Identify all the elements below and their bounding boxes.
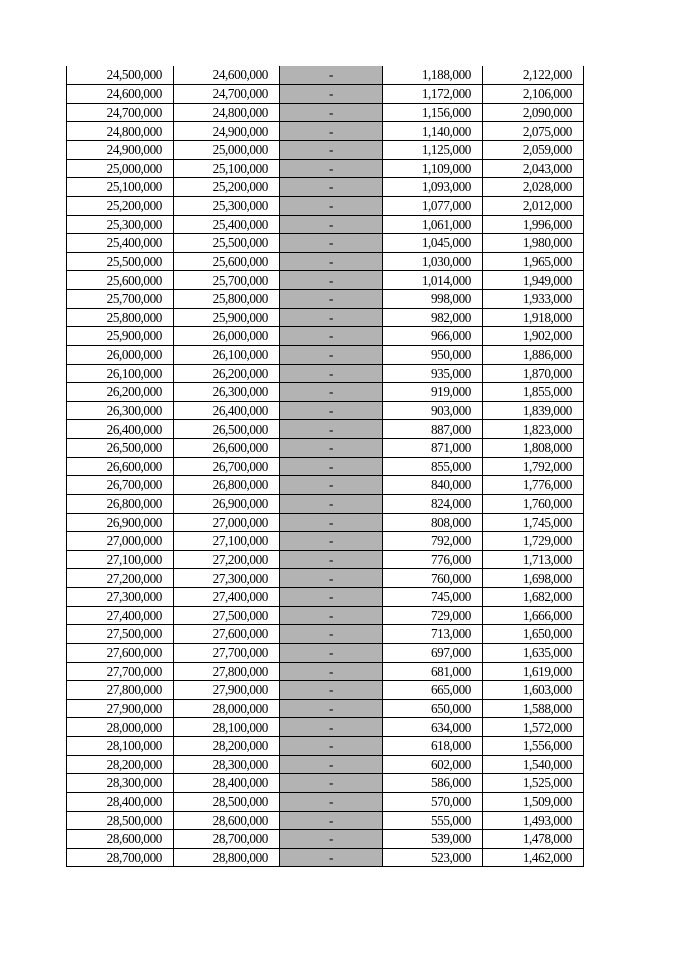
amount-a-cell: 776,000 bbox=[383, 550, 483, 569]
income-from-cell: 25,900,000 bbox=[67, 327, 174, 346]
income-from-cell: 26,800,000 bbox=[67, 494, 174, 513]
shaded-dash-cell: - bbox=[280, 327, 383, 346]
amount-b-cell: 1,525,000 bbox=[483, 774, 584, 793]
shaded-dash-cell: - bbox=[280, 718, 383, 737]
shaded-dash-cell: - bbox=[280, 439, 383, 458]
income-to-cell: 28,200,000 bbox=[174, 737, 280, 756]
table-row bbox=[67, 476, 584, 495]
table-row bbox=[67, 457, 584, 476]
income-to-cell: 26,900,000 bbox=[174, 494, 280, 513]
shaded-dash-cell: - bbox=[280, 737, 383, 756]
table-row bbox=[67, 811, 584, 830]
amount-a-cell: 586,000 bbox=[383, 774, 483, 793]
amount-a-cell: 760,000 bbox=[383, 569, 483, 588]
amount-b-cell: 1,980,000 bbox=[483, 234, 584, 253]
shaded-dash-cell: - bbox=[280, 420, 383, 439]
table-row bbox=[67, 364, 584, 383]
table-row bbox=[67, 159, 584, 178]
table-row bbox=[67, 327, 584, 346]
shaded-dash-cell: - bbox=[280, 457, 383, 476]
table-row bbox=[67, 66, 584, 85]
income-from-cell: 27,800,000 bbox=[67, 681, 174, 700]
amount-a-cell: 1,014,000 bbox=[383, 271, 483, 290]
amount-b-cell: 1,713,000 bbox=[483, 550, 584, 569]
income-to-cell: 27,300,000 bbox=[174, 569, 280, 588]
income-to-cell: 28,800,000 bbox=[174, 848, 280, 867]
income-from-cell: 25,600,000 bbox=[67, 271, 174, 290]
shaded-dash-cell: - bbox=[280, 234, 383, 253]
income-to-cell: 26,400,000 bbox=[174, 401, 280, 420]
amount-a-cell: 1,140,000 bbox=[383, 122, 483, 141]
income-to-cell: 27,600,000 bbox=[174, 625, 280, 644]
table-row bbox=[67, 848, 584, 867]
income-to-cell: 26,200,000 bbox=[174, 364, 280, 383]
income-to-cell: 26,800,000 bbox=[174, 476, 280, 495]
amount-b-cell: 1,603,000 bbox=[483, 681, 584, 700]
income-to-cell: 25,500,000 bbox=[174, 234, 280, 253]
table-row bbox=[67, 606, 584, 625]
income-to-cell: 27,200,000 bbox=[174, 550, 280, 569]
income-to-cell: 28,300,000 bbox=[174, 755, 280, 774]
income-from-cell: 27,700,000 bbox=[67, 662, 174, 681]
shaded-dash-cell: - bbox=[280, 178, 383, 197]
income-from-cell: 25,500,000 bbox=[67, 252, 174, 271]
amount-a-cell: 618,000 bbox=[383, 737, 483, 756]
amount-b-cell: 2,090,000 bbox=[483, 103, 584, 122]
shaded-dash-cell: - bbox=[280, 252, 383, 271]
shaded-dash-cell: - bbox=[280, 830, 383, 849]
income-from-cell: 28,300,000 bbox=[67, 774, 174, 793]
shaded-dash-cell: - bbox=[280, 85, 383, 104]
table-row bbox=[67, 271, 584, 290]
amount-b-cell: 1,902,000 bbox=[483, 327, 584, 346]
amount-a-cell: 523,000 bbox=[383, 848, 483, 867]
income-to-cell: 27,500,000 bbox=[174, 606, 280, 625]
shaded-dash-cell: - bbox=[280, 308, 383, 327]
income-to-cell: 26,500,000 bbox=[174, 420, 280, 439]
income-from-cell: 25,100,000 bbox=[67, 178, 174, 197]
income-from-cell: 27,500,000 bbox=[67, 625, 174, 644]
table-row bbox=[67, 830, 584, 849]
amount-b-cell: 1,650,000 bbox=[483, 625, 584, 644]
table-row bbox=[67, 439, 584, 458]
amount-b-cell: 1,855,000 bbox=[483, 383, 584, 402]
income-to-cell: 27,100,000 bbox=[174, 532, 280, 551]
table-row bbox=[67, 290, 584, 309]
income-to-cell: 28,100,000 bbox=[174, 718, 280, 737]
income-from-cell: 28,400,000 bbox=[67, 792, 174, 811]
shaded-dash-cell: - bbox=[280, 774, 383, 793]
income-from-cell: 26,000,000 bbox=[67, 345, 174, 364]
income-to-cell: 26,000,000 bbox=[174, 327, 280, 346]
amount-b-cell: 1,478,000 bbox=[483, 830, 584, 849]
income-to-cell: 25,300,000 bbox=[174, 196, 280, 215]
shaded-dash-cell: - bbox=[280, 792, 383, 811]
amount-a-cell: 539,000 bbox=[383, 830, 483, 849]
amount-b-cell: 2,012,000 bbox=[483, 196, 584, 215]
shaded-dash-cell: - bbox=[280, 364, 383, 383]
amount-a-cell: 697,000 bbox=[383, 643, 483, 662]
income-from-cell: 25,700,000 bbox=[67, 290, 174, 309]
amount-b-cell: 1,776,000 bbox=[483, 476, 584, 495]
income-to-cell: 25,200,000 bbox=[174, 178, 280, 197]
shaded-dash-cell: - bbox=[280, 606, 383, 625]
income-from-cell: 26,700,000 bbox=[67, 476, 174, 495]
income-from-cell: 25,400,000 bbox=[67, 234, 174, 253]
amount-a-cell: 665,000 bbox=[383, 681, 483, 700]
amount-b-cell: 1,509,000 bbox=[483, 792, 584, 811]
amount-a-cell: 570,000 bbox=[383, 792, 483, 811]
amount-b-cell: 1,682,000 bbox=[483, 588, 584, 607]
table-row bbox=[67, 401, 584, 420]
table-row bbox=[67, 681, 584, 700]
shaded-dash-cell: - bbox=[280, 532, 383, 551]
income-from-cell: 27,000,000 bbox=[67, 532, 174, 551]
income-to-cell: 28,700,000 bbox=[174, 830, 280, 849]
shaded-dash-cell: - bbox=[280, 513, 383, 532]
amount-a-cell: 982,000 bbox=[383, 308, 483, 327]
shaded-dash-cell: - bbox=[280, 643, 383, 662]
income-to-cell: 28,400,000 bbox=[174, 774, 280, 793]
table-row bbox=[67, 737, 584, 756]
amount-a-cell: 950,000 bbox=[383, 345, 483, 364]
amount-a-cell: 871,000 bbox=[383, 439, 483, 458]
income-from-cell: 25,000,000 bbox=[67, 159, 174, 178]
income-to-cell: 25,700,000 bbox=[174, 271, 280, 290]
table-row bbox=[67, 234, 584, 253]
amount-a-cell: 745,000 bbox=[383, 588, 483, 607]
table-row bbox=[67, 103, 584, 122]
income-to-cell: 27,800,000 bbox=[174, 662, 280, 681]
shaded-dash-cell: - bbox=[280, 811, 383, 830]
amount-a-cell: 855,000 bbox=[383, 457, 483, 476]
income-from-cell: 25,200,000 bbox=[67, 196, 174, 215]
income-from-cell: 26,200,000 bbox=[67, 383, 174, 402]
amount-b-cell: 1,666,000 bbox=[483, 606, 584, 625]
shaded-dash-cell: - bbox=[280, 103, 383, 122]
amount-a-cell: 1,125,000 bbox=[383, 141, 483, 160]
income-from-cell: 27,900,000 bbox=[67, 699, 174, 718]
amount-a-cell: 713,000 bbox=[383, 625, 483, 644]
table-row bbox=[67, 85, 584, 104]
income-to-cell: 25,900,000 bbox=[174, 308, 280, 327]
income-to-cell: 24,600,000 bbox=[174, 66, 280, 85]
table-row bbox=[67, 532, 584, 551]
amount-b-cell: 1,823,000 bbox=[483, 420, 584, 439]
amount-a-cell: 1,109,000 bbox=[383, 159, 483, 178]
shaded-dash-cell: - bbox=[280, 494, 383, 513]
amount-b-cell: 1,886,000 bbox=[483, 345, 584, 364]
table-row bbox=[67, 662, 584, 681]
income-from-cell: 24,700,000 bbox=[67, 103, 174, 122]
amount-a-cell: 1,172,000 bbox=[383, 85, 483, 104]
amount-a-cell: 935,000 bbox=[383, 364, 483, 383]
shaded-dash-cell: - bbox=[280, 66, 383, 85]
income-from-cell: 28,200,000 bbox=[67, 755, 174, 774]
amount-b-cell: 2,028,000 bbox=[483, 178, 584, 197]
table-row bbox=[67, 699, 584, 718]
amount-a-cell: 903,000 bbox=[383, 401, 483, 420]
shaded-dash-cell: - bbox=[280, 848, 383, 867]
income-from-cell: 28,500,000 bbox=[67, 811, 174, 830]
amount-b-cell: 1,792,000 bbox=[483, 457, 584, 476]
amount-b-cell: 1,540,000 bbox=[483, 755, 584, 774]
amount-b-cell: 2,122,000 bbox=[483, 66, 584, 85]
amount-a-cell: 808,000 bbox=[383, 513, 483, 532]
amount-b-cell: 1,729,000 bbox=[483, 532, 584, 551]
income-to-cell: 27,900,000 bbox=[174, 681, 280, 700]
amount-a-cell: 919,000 bbox=[383, 383, 483, 402]
amount-b-cell: 1,635,000 bbox=[483, 643, 584, 662]
income-to-cell: 25,400,000 bbox=[174, 215, 280, 234]
income-to-cell: 26,600,000 bbox=[174, 439, 280, 458]
income-from-cell: 24,900,000 bbox=[67, 141, 174, 160]
amount-a-cell: 840,000 bbox=[383, 476, 483, 495]
shaded-dash-cell: - bbox=[280, 662, 383, 681]
amount-b-cell: 1,870,000 bbox=[483, 364, 584, 383]
table-row bbox=[67, 550, 584, 569]
amount-a-cell: 729,000 bbox=[383, 606, 483, 625]
table-row bbox=[67, 178, 584, 197]
shaded-dash-cell: - bbox=[280, 569, 383, 588]
amount-a-cell: 1,030,000 bbox=[383, 252, 483, 271]
income-from-cell: 26,400,000 bbox=[67, 420, 174, 439]
table-row bbox=[67, 755, 584, 774]
income-to-cell: 28,600,000 bbox=[174, 811, 280, 830]
amount-a-cell: 650,000 bbox=[383, 699, 483, 718]
table-row bbox=[67, 718, 584, 737]
amount-b-cell: 1,949,000 bbox=[483, 271, 584, 290]
amount-a-cell: 1,093,000 bbox=[383, 178, 483, 197]
shaded-dash-cell: - bbox=[280, 588, 383, 607]
amount-b-cell: 1,619,000 bbox=[483, 662, 584, 681]
income-to-cell: 26,100,000 bbox=[174, 345, 280, 364]
amount-a-cell: 602,000 bbox=[383, 755, 483, 774]
income-to-cell: 27,400,000 bbox=[174, 588, 280, 607]
table-row bbox=[67, 252, 584, 271]
amount-b-cell: 2,043,000 bbox=[483, 159, 584, 178]
income-from-cell: 25,300,000 bbox=[67, 215, 174, 234]
amount-a-cell: 1,061,000 bbox=[383, 215, 483, 234]
income-from-cell: 26,600,000 bbox=[67, 457, 174, 476]
shaded-dash-cell: - bbox=[280, 401, 383, 420]
table-row bbox=[67, 625, 584, 644]
table-row bbox=[67, 215, 584, 234]
income-to-cell: 25,800,000 bbox=[174, 290, 280, 309]
amount-a-cell: 1,045,000 bbox=[383, 234, 483, 253]
income-to-cell: 24,900,000 bbox=[174, 122, 280, 141]
shaded-dash-cell: - bbox=[280, 122, 383, 141]
amount-a-cell: 1,188,000 bbox=[383, 66, 483, 85]
income-to-cell: 25,100,000 bbox=[174, 159, 280, 178]
amount-b-cell: 1,996,000 bbox=[483, 215, 584, 234]
income-to-cell: 28,000,000 bbox=[174, 699, 280, 718]
amount-b-cell: 1,965,000 bbox=[483, 252, 584, 271]
table-row bbox=[67, 122, 584, 141]
shaded-dash-cell: - bbox=[280, 141, 383, 160]
income-from-cell: 27,600,000 bbox=[67, 643, 174, 662]
shaded-dash-cell: - bbox=[280, 215, 383, 234]
amount-b-cell: 1,588,000 bbox=[483, 699, 584, 718]
shaded-dash-cell: - bbox=[280, 755, 383, 774]
shaded-dash-cell: - bbox=[280, 681, 383, 700]
table-row bbox=[67, 345, 584, 364]
income-to-cell: 27,000,000 bbox=[174, 513, 280, 532]
amount-b-cell: 1,462,000 bbox=[483, 848, 584, 867]
income-from-cell: 26,900,000 bbox=[67, 513, 174, 532]
income-from-cell: 27,400,000 bbox=[67, 606, 174, 625]
income-to-cell: 27,700,000 bbox=[174, 643, 280, 662]
amount-a-cell: 1,077,000 bbox=[383, 196, 483, 215]
table-row bbox=[67, 569, 584, 588]
income-from-cell: 27,200,000 bbox=[67, 569, 174, 588]
income-to-cell: 26,300,000 bbox=[174, 383, 280, 402]
amount-a-cell: 1,156,000 bbox=[383, 103, 483, 122]
income-from-cell: 27,300,000 bbox=[67, 588, 174, 607]
amount-b-cell: 1,933,000 bbox=[483, 290, 584, 309]
amount-a-cell: 792,000 bbox=[383, 532, 483, 551]
amount-b-cell: 1,745,000 bbox=[483, 513, 584, 532]
income-from-cell: 28,000,000 bbox=[67, 718, 174, 737]
table-body bbox=[67, 66, 584, 867]
amount-b-cell: 1,918,000 bbox=[483, 308, 584, 327]
amount-b-cell: 1,572,000 bbox=[483, 718, 584, 737]
amount-a-cell: 634,000 bbox=[383, 718, 483, 737]
amount-b-cell: 1,493,000 bbox=[483, 811, 584, 830]
amount-a-cell: 681,000 bbox=[383, 662, 483, 681]
income-from-cell: 25,800,000 bbox=[67, 308, 174, 327]
shaded-dash-cell: - bbox=[280, 345, 383, 364]
income-to-cell: 24,700,000 bbox=[174, 85, 280, 104]
amount-a-cell: 966,000 bbox=[383, 327, 483, 346]
shaded-dash-cell: - bbox=[280, 476, 383, 495]
table-row bbox=[67, 196, 584, 215]
amount-b-cell: 2,059,000 bbox=[483, 141, 584, 160]
shaded-dash-cell: - bbox=[280, 290, 383, 309]
shaded-dash-cell: - bbox=[280, 271, 383, 290]
table-row bbox=[67, 643, 584, 662]
amount-a-cell: 824,000 bbox=[383, 494, 483, 513]
amount-b-cell: 2,106,000 bbox=[483, 85, 584, 104]
income-from-cell: 26,100,000 bbox=[67, 364, 174, 383]
income-from-cell: 28,700,000 bbox=[67, 848, 174, 867]
amount-b-cell: 1,839,000 bbox=[483, 401, 584, 420]
income-to-cell: 25,000,000 bbox=[174, 141, 280, 160]
table-row bbox=[67, 308, 584, 327]
amount-b-cell: 1,760,000 bbox=[483, 494, 584, 513]
table-row bbox=[67, 494, 584, 513]
table-row bbox=[67, 141, 584, 160]
shaded-dash-cell: - bbox=[280, 196, 383, 215]
amount-a-cell: 998,000 bbox=[383, 290, 483, 309]
table-row bbox=[67, 774, 584, 793]
table-row bbox=[67, 588, 584, 607]
table-row bbox=[67, 513, 584, 532]
income-from-cell: 28,100,000 bbox=[67, 737, 174, 756]
shaded-dash-cell: - bbox=[280, 699, 383, 718]
amount-b-cell: 2,075,000 bbox=[483, 122, 584, 141]
shaded-dash-cell: - bbox=[280, 383, 383, 402]
income-from-cell: 26,300,000 bbox=[67, 401, 174, 420]
amount-b-cell: 1,556,000 bbox=[483, 737, 584, 756]
table-row bbox=[67, 792, 584, 811]
income-from-cell: 28,600,000 bbox=[67, 830, 174, 849]
shaded-dash-cell: - bbox=[280, 550, 383, 569]
amount-a-cell: 555,000 bbox=[383, 811, 483, 830]
income-from-cell: 24,800,000 bbox=[67, 122, 174, 141]
data-table bbox=[66, 66, 584, 867]
amount-b-cell: 1,698,000 bbox=[483, 569, 584, 588]
income-to-cell: 26,700,000 bbox=[174, 457, 280, 476]
income-from-cell: 24,600,000 bbox=[67, 85, 174, 104]
amount-b-cell: 1,808,000 bbox=[483, 439, 584, 458]
income-from-cell: 27,100,000 bbox=[67, 550, 174, 569]
income-from-cell: 24,500,000 bbox=[67, 66, 174, 85]
table-row bbox=[67, 420, 584, 439]
income-to-cell: 28,500,000 bbox=[174, 792, 280, 811]
shaded-dash-cell: - bbox=[280, 159, 383, 178]
income-from-cell: 26,500,000 bbox=[67, 439, 174, 458]
table-row bbox=[67, 383, 584, 402]
income-to-cell: 24,800,000 bbox=[174, 103, 280, 122]
income-to-cell: 25,600,000 bbox=[174, 252, 280, 271]
amount-a-cell: 887,000 bbox=[383, 420, 483, 439]
shaded-dash-cell: - bbox=[280, 625, 383, 644]
